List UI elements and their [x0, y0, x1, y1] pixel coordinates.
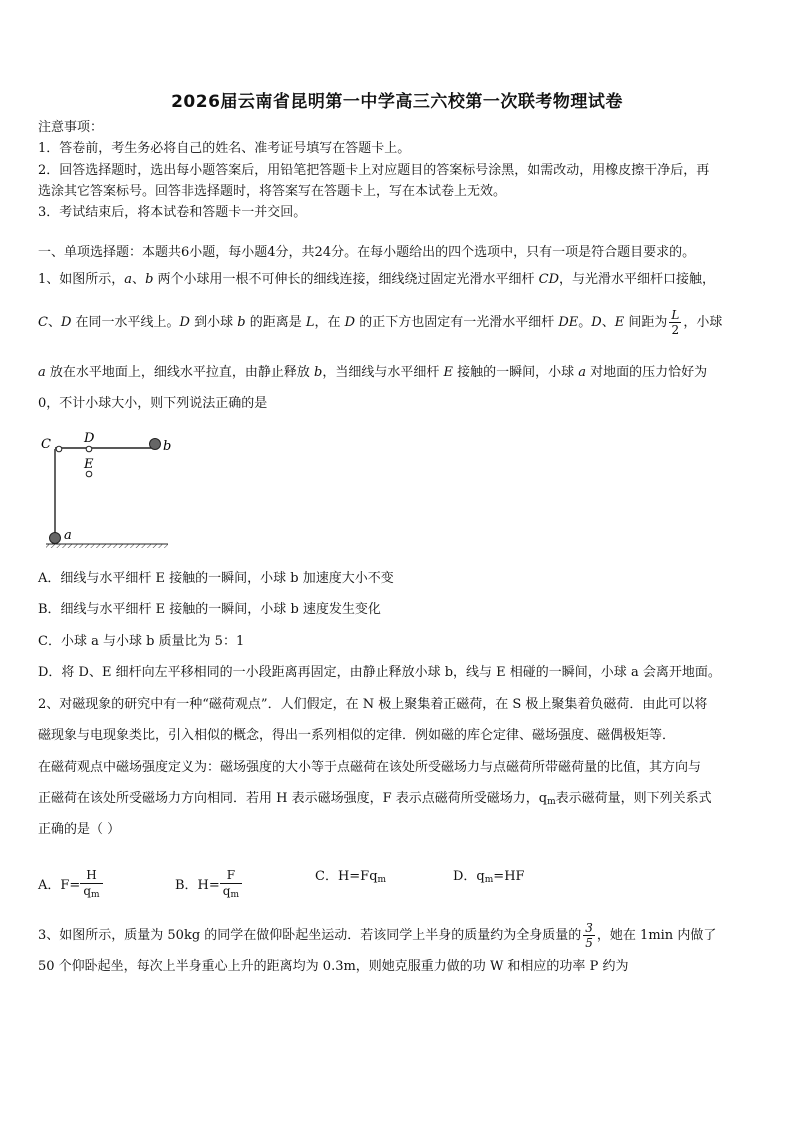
q1-option-b: B．细线与水平细杆 E 接触的一瞬间，小球 b 速度发生变化 [38, 602, 381, 617]
rod-d [86, 446, 92, 452]
fraction-3-over-5: $\frac{3}{5}$ [585, 921, 593, 950]
q1-line-1: 1、如图所示，a、b 两个小球用一根不可伸长的细线连接，细线绕过固定光滑水平细杆 CD，与光滑水平细杆口接触， [38, 272, 716, 287]
q1-figure [38, 425, 178, 553]
ball-a [50, 533, 61, 544]
q2-line-2: 磁现象与电现象类比，引入相似的概念，得出一系列相似的定律．例如磁的库仑定律、磁场强度、磁偶极矩等． [38, 728, 676, 743]
notes-heading: 注意事项： [38, 120, 104, 135]
label-b: b [163, 439, 172, 454]
q2-option-b: B．H= $\frac{F}{q_m}$ [175, 868, 242, 903]
q2-line-1: 2、对磁现象的研究中有一种“磁荷观点”．人们假定，在 N 极上聚集着正磁荷，在 S 极上聚集着负磁荷．由此可以将 [38, 697, 708, 712]
q3-line-2: 50 个仰卧起坐，每次上半身重心上升的距离均为 0.3m，则她克服重力做的功 W 和相应的功率 P 约为 [38, 959, 629, 974]
label-e: E [84, 457, 94, 472]
q1-option-a: A．细线与水平细杆 E 接触的一瞬间，小球 b 加速度大小不变 [38, 571, 394, 586]
q2-line-4: 正磁荷在该处所受磁场力方向相同．若用 H 表示磁场强度，F 表示点磁荷所受磁场力，$q_m$表示磁荷量，则下列关系式 [38, 791, 712, 807]
q3-line-1: 3、如图所示，质量为 50kg 的同学在做仰卧起坐运动．若该同学上半身的质量约为全身质量的 $\frac{3}{5}$ ，她在 1min 内做了 [38, 921, 717, 950]
rod-c [56, 446, 62, 452]
section-heading: 一、单项选择题：本题共6小题，每小题4分，共24分。在每小题给出的四个选项中，只有一项是符合题目要求的。 [38, 245, 696, 260]
q2-option-d: D．$q_m=HF$ [453, 869, 525, 885]
page-title: 2026届云南省昆明第一中学高三六校第一次联考物理试卷 [171, 92, 623, 112]
q2-option-c: C．$H=Fq_m$ [315, 869, 387, 885]
label-d: D [84, 431, 95, 446]
q1-option-d: D．将 D、E 细杆向左平移相同的一小段距离再固定，由静止释放小球 b，线与 E 相碰的一瞬间，小球 a 会离开地面。 [38, 665, 721, 680]
fraction-L-over-2: $\frac{L}{2}$ [671, 308, 680, 337]
note-2-line-1: 2．回答选择题时，选出每小题答案后，用铅笔把答题卡上对应题目的答案标号涂黑，如需改动，用橡皮擦干净后，再 [38, 163, 710, 178]
q1-line-2: C、D 在同一水平线上。D 到小球 b 的距离是 L，在 D 的正下方也固定有一光滑水平细杆 DE。D、E 间距为 $\frac{L}{2}$ ，小球 [38, 308, 723, 337]
q1-line-4: 0，不计小球大小，则下列说法正确的是 [38, 396, 268, 411]
label-a: a [64, 528, 72, 543]
q1-line-3: a 放在水平地面上，细线水平拉直，由静止释放 b，当细线与水平细杆 E 接触的一瞬间，小球 a 对地面的压力恰好为 [38, 365, 708, 380]
ball-b [150, 439, 161, 450]
note-2-line-2: 选涂其它答案标号。回答非选择题时，将答案写在答题卡上，写在本试卷上无效。 [38, 184, 507, 199]
note-3: 3．考试结束后，将本试卷和答题卡一并交回。 [38, 205, 307, 220]
rod-e [86, 471, 92, 477]
label-c: C [41, 437, 51, 452]
ground-hatch [46, 544, 168, 548]
q2-line-5: 正确的是（ ） [38, 822, 121, 837]
q2-option-a: A．F= $\frac{H}{q_m}$ [38, 868, 103, 903]
q2-line-3: 在磁荷观点中磁场强度定义为：磁场强度的大小等于点磁荷在该处所受磁场力与点磁荷所带磁荷量的比值，其方向与 [38, 760, 702, 775]
note-1: 1．答卷前，考生务必将自己的姓名、准考证号填写在答题卡上。 [38, 141, 411, 156]
q1-option-c: C．小球 a 与小球 b 质量比为 5：1 [38, 634, 245, 649]
